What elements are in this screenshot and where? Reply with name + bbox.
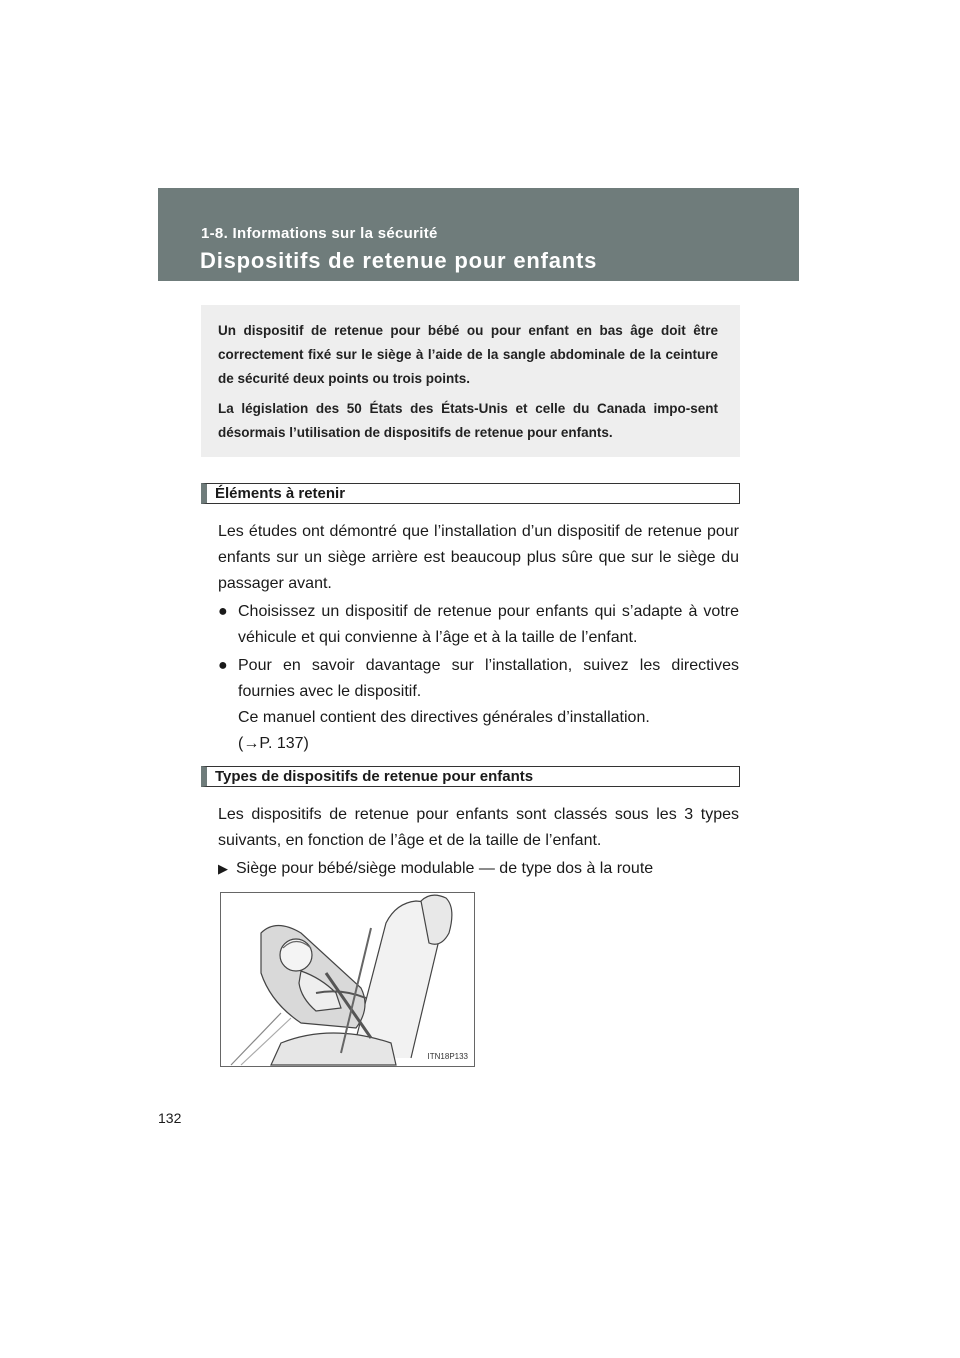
page-reference-link[interactable]: (→P. 137) [238,735,309,752]
section1-paragraph-text: Les études ont démontré que l’installation d’un dispositif de retenue pour enfants sur un siège arrière est beaucoup plus sûre que sur le siège du passager avant. [218,523,739,592]
intro-paragraph-2: La législation des 50 États des États-Unis et celle du Canada impo-sent désormais l’utilisation de dispositifs de retenue pour enfants. [218,401,718,440]
chapter-section: 1-8. Informations sur la sécurité [201,225,438,242]
arrow-right-icon: ▶ [218,861,228,876]
rear-facing-seat-illustration [220,892,475,1067]
child-seat-drawing [221,893,474,1066]
bullet-icon: ● [218,657,228,674]
intro-box [201,305,740,457]
bullet-text-2-line1: Pour en savoir davantage sur l’installation, suivez les directives fournies avec le dispositif. [238,657,739,700]
bullet-text-2 [238,653,739,757]
section-heading-elements: Éléments à retenir [201,483,740,504]
intro-paragraph-1: Un dispositif de retenue pour bébé ou pour enfant en bas âge doit être correctement fixé sur le siège à l’aide de la sangle abdominale de la ceinture de sécurité deux points ou trois points. [218,323,718,386]
section2-paragraph [218,802,739,854]
page-number: 132 [158,1110,182,1126]
section1-paragraph [218,519,739,597]
bullet-text-1: Choisissez un dispositif de retenue pour enfants qui s’adapte à votre véhicule et qui convienne à l’âge et à la taille de l’enfant. [238,603,739,646]
chapter-header [158,188,799,281]
section2-paragraph-text: Les dispositifs de retenue pour enfants sont classés sous les 3 types suivants, en fonction de l’âge et de la taille de l’enfant. [218,806,739,849]
bullet-text-2-line2: Ce manuel contient des directives générales d’installation. [238,709,650,726]
bullet-icon: ● [218,603,228,620]
bullet-item-2 [218,653,739,757]
figure-code: ITN18P133 [427,1052,468,1061]
section-heading-types: Types de dispositifs de retenue pour enfants [201,766,740,787]
page-title: Dispositifs de retenue pour enfants [200,248,598,273]
bullet-item-1 [218,599,739,651]
type-item-1 [218,856,739,882]
type-item-1-text: Siège pour bébé/siège modulable — de type dos à la route [236,860,654,877]
